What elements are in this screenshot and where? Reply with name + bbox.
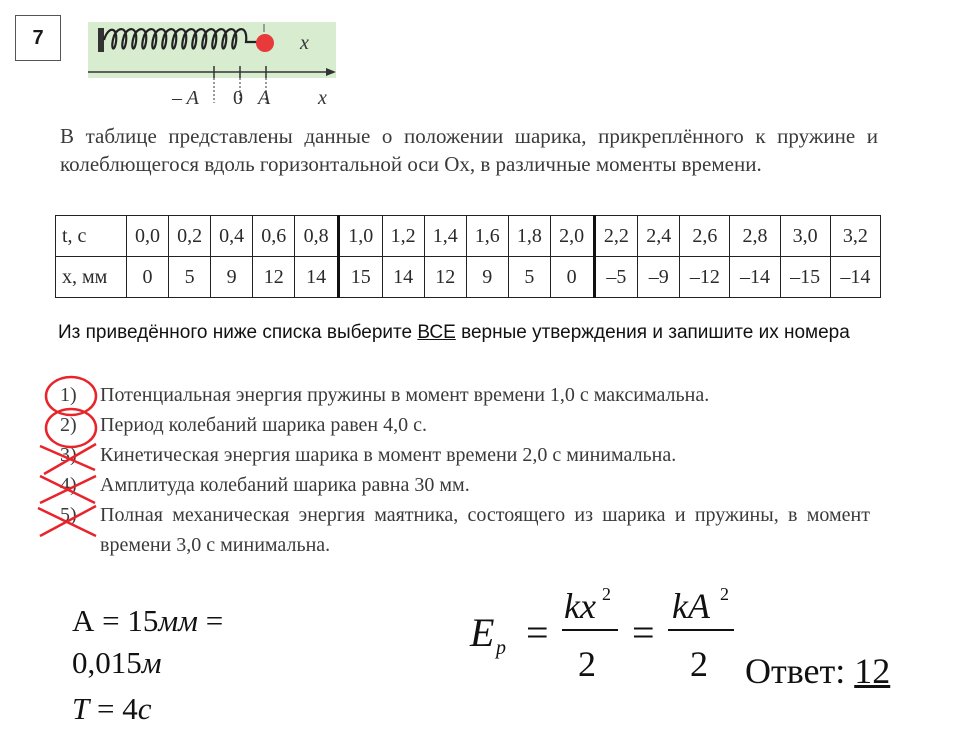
cell-position: –14 [830,257,880,298]
option-number: 4) [60,474,77,496]
cell-position: 9 [466,257,508,298]
solution-notes [72,600,223,730]
solution-unit: с [137,691,152,726]
formula-lhs-sub: p [496,637,506,659]
cell-time: 2,4 [638,216,680,257]
formula-sup-1: 2 [602,584,611,604]
tick-label-zero: 0 [233,87,243,108]
cell-position: 0 [550,257,594,298]
cell-position: –14 [730,257,780,298]
cross-mark-option-5 [38,506,96,536]
cell-position: 12 [253,257,295,298]
cell-time: 0,4 [211,216,253,257]
cell-position: –9 [638,257,680,298]
tick-label-a: A [258,87,271,108]
figure-axis-label: x [300,32,309,54]
solution-text: = [197,603,224,638]
solution-text: = 4 [89,691,138,726]
cross-mark-option-3 [40,444,96,474]
question-emphasis: ВСЕ [417,322,456,343]
task-number: 7 [32,26,44,49]
cell-position: 5 [508,257,550,298]
solution-unit: м [141,645,162,680]
cell-position: –5 [594,257,638,298]
formula-den-2: 2 [690,644,708,684]
formula-num-2: kA [672,586,710,626]
question-part: Из приведённого ниже списка выберите [58,322,418,343]
question-part: верные утверждения и запишите их номера [455,322,850,343]
option-number: 1) [60,384,77,406]
solution-text: 0,015 [72,645,142,680]
cell-time: 2,2 [594,216,638,257]
amplitude-line-1 [72,600,223,642]
cell-time: 1,0 [338,216,382,257]
cell-position: –15 [780,257,830,298]
energy-formula [460,580,750,690]
axis-label-x: x [318,87,327,108]
option-number: 2) [60,414,77,436]
cell-time: 1,6 [466,216,508,257]
option-number: 5) [60,504,77,526]
cell-position: 5 [169,257,211,298]
cell-time: 0,8 [295,216,339,257]
option-number: 3) [60,444,77,466]
cell-time: 0,6 [253,216,295,257]
formula-den-1: 2 [578,644,596,684]
cell-position: 15 [338,257,382,298]
formula-eq-1: = [526,610,549,655]
intro-text: В таблице представлены данные о положении шарика, прикреплённого к пружине и колеблющегося вдоль горизонтальной оси Ox, в различные моменты времени. [60,124,878,176]
formula-sup-2: 2 [720,584,729,604]
answer-label: Ответ: [745,651,855,691]
cross-mark-option-4 [40,476,96,503]
cell-position: 14 [295,257,339,298]
tick-label-neg-a: – A [172,87,199,108]
option-text: Период колебаний шарика равен 4,0 с. [100,414,428,436]
cell-time: 2,0 [550,216,594,257]
option-text: Полная механическая энергия маятника, состоящего из шарика и пружины, в момент времени 3,0 с минимальна. [100,504,870,556]
row-label-position: x, мм [56,257,127,298]
cell-time: 0,2 [169,216,211,257]
cell-time: 3,2 [830,216,880,257]
cell-time: 2,6 [680,216,730,257]
solution-unit: мм [158,603,198,638]
formula-eq-2: = [632,610,655,655]
cell-time: 1,2 [382,216,424,257]
cell-position: 12 [424,257,466,298]
cell-time: 1,4 [424,216,466,257]
formula-lhs: E [470,610,495,655]
cell-position: 9 [211,257,253,298]
cell-time: 0,0 [127,216,169,257]
cell-time: 2,8 [730,216,780,257]
cell-position: –12 [680,257,730,298]
cell-position: 14 [382,257,424,298]
solution-var: T [72,691,90,726]
option-text: Потенциальная энергия пружины в момент времени 1,0 с максимальна. [100,384,710,406]
amplitude-line-2 [72,642,223,684]
answer [745,650,890,692]
row-label-time: t, с [56,216,127,257]
period-line [72,688,223,730]
option-text: Кинетическая энергия шарика в момент времени 2,0 с минимальна. [100,444,677,466]
cell-position: 0 [127,257,169,298]
formula-num-1: kx [564,586,596,626]
cell-time: 3,0 [780,216,830,257]
cell-time: 1,8 [508,216,550,257]
option-text: Амплитуда колебаний шарика равна 30 мм. [100,474,470,496]
solution-text: А = 15 [72,603,159,638]
answer-value: 12 [854,651,891,691]
